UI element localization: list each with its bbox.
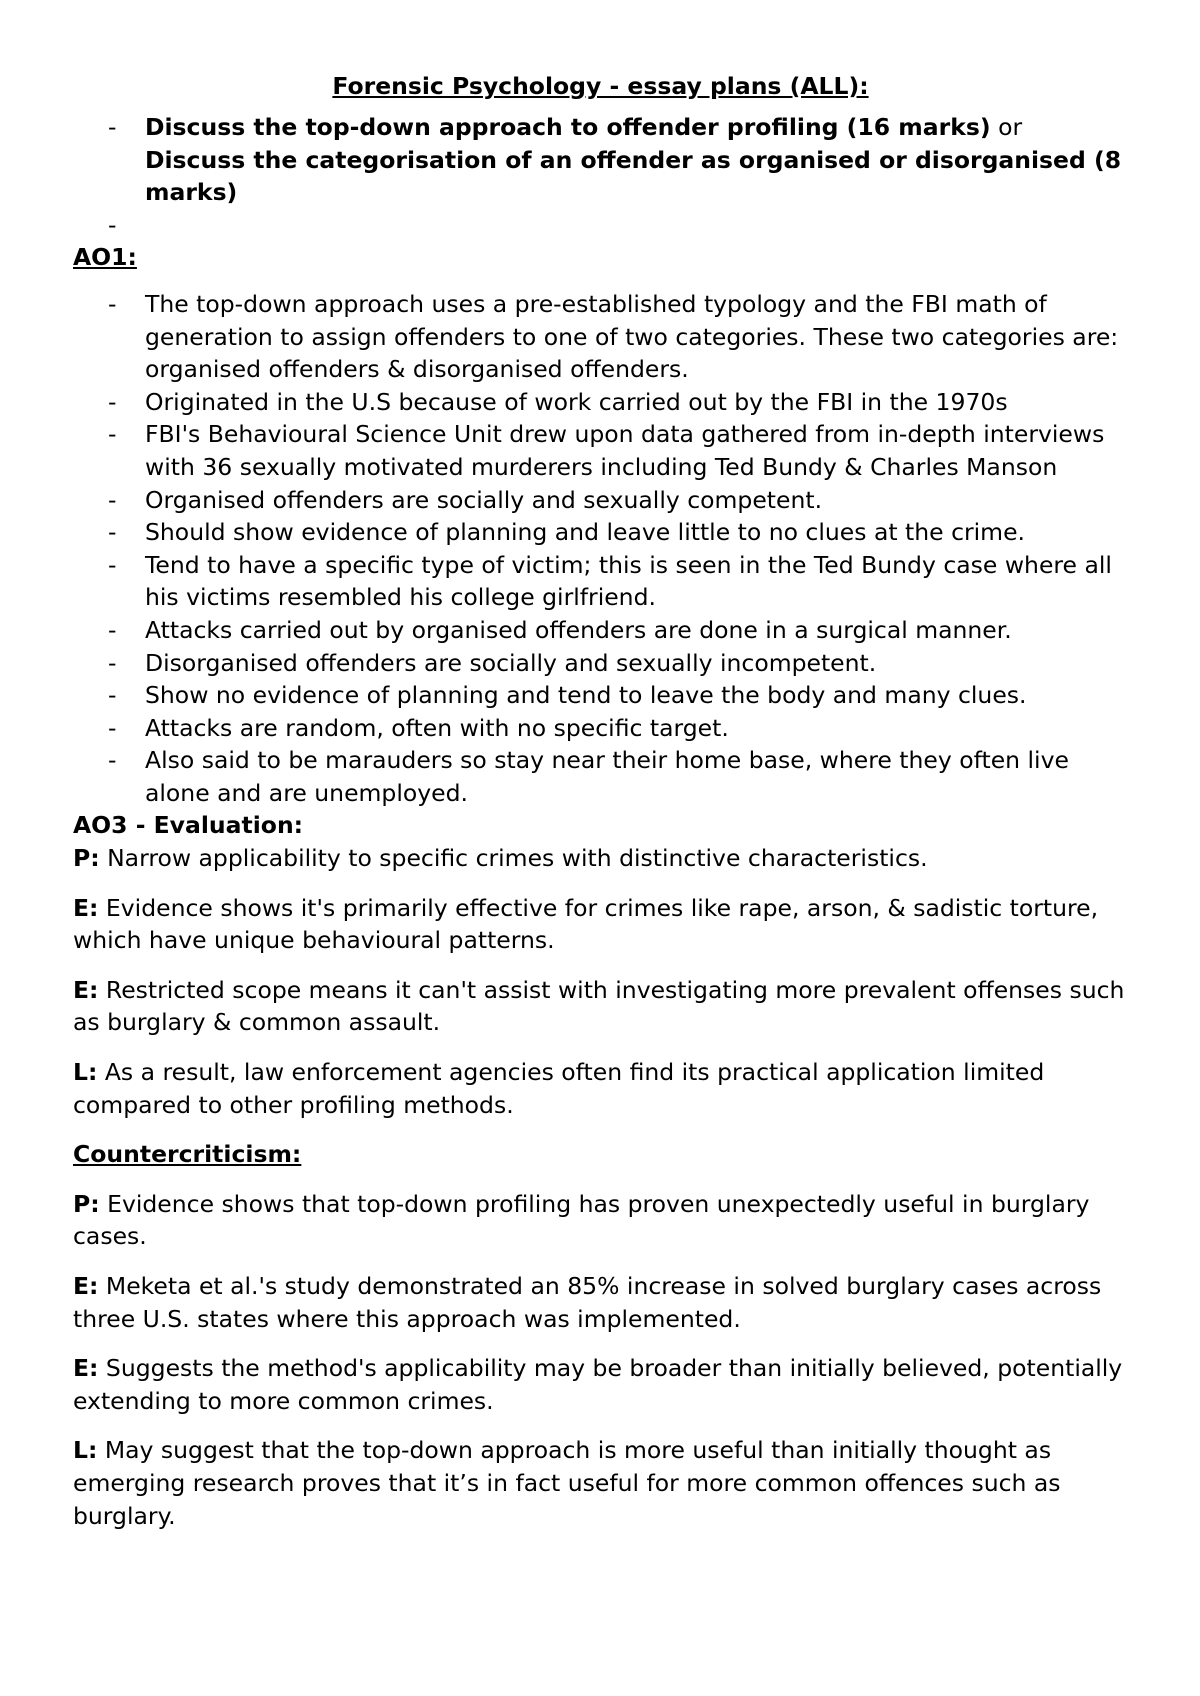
ao1-point: FBI's Behavioural Science Unit drew upon data gathered from in-depth interviews with 36 sexually motivated murderers including Ted Bundy & Charles Manson: [145, 420, 1105, 481]
countercriticism-heading: Countercriticism:: [73, 1140, 302, 1169]
list-item: [108, 386, 1128, 419]
page-title: Forensic Psychology - essay plans (ALL):: [332, 72, 869, 100]
ao1-point: Show no evidence of planning and tend to leave the body and many clues.: [145, 681, 1027, 710]
ao1-point: Attacks carried out by organised offenders are done in a surgical manner.: [145, 615, 1012, 644]
bullet-dash: -: [108, 713, 117, 742]
list-item: [108, 484, 1128, 517]
pel-text: Narrow applicability to specific crimes with distinctive characteristics.: [99, 844, 928, 873]
ao1-point: Organised offenders are socially and sexually competent.: [145, 485, 823, 514]
list-item: [108, 744, 1128, 809]
pel-text: Evidence shows that top-down profiling has proven unexpectedly useful in burglary cases.: [73, 1189, 1090, 1251]
pel-label: P:: [73, 1189, 100, 1218]
bullet-dash: -: [108, 550, 117, 579]
counter-link: [73, 1434, 1128, 1532]
list-item: [108, 549, 1128, 614]
pel-label: E:: [73, 893, 99, 922]
ao3-heading: AO3 - Evaluation:: [73, 811, 304, 840]
counter-evidence-2: [73, 1352, 1128, 1417]
ao1-point: Attacks are random, often with no specific target.: [145, 713, 729, 742]
pel-text: Restricted scope means it can't assist with investigating more prevalent offenses such as burglary & common assault.: [73, 975, 1125, 1037]
ao1-points-list: [73, 288, 1128, 810]
pel-text: As a result, law enforcement agencies often find its practical application limited compared to other profiling methods.: [73, 1058, 1045, 1119]
ao3-evidence-1: [73, 892, 1128, 957]
ao1-heading: AO1:: [73, 243, 137, 272]
pel-label: E:: [73, 1354, 99, 1383]
bullet-dash: -: [108, 113, 117, 141]
ao1-point: Should show evidence of planning and leave little to no clues at the crime.: [145, 518, 1025, 547]
bullet-dash: -: [108, 518, 117, 547]
bullet-dash: -: [108, 681, 117, 710]
pel-label: E:: [73, 975, 99, 1004]
bullet-dash: -: [108, 615, 117, 644]
list-item: [108, 614, 1128, 647]
pel-label: P:: [73, 844, 100, 873]
bullet-dash: -: [108, 210, 117, 239]
list-item: [108, 418, 1128, 483]
pel-text: Meketa et al.'s study demonstrated an 85% increase in solved burglary cases across three U.S. states where this approach was implemented.: [73, 1272, 1102, 1333]
list-item: [108, 209, 1128, 242]
bullet-dash: -: [108, 485, 117, 514]
pel-text: May suggest that the top-down approach is more useful than initially thought as emerging research proves that it’s in fact useful for more common offences such as burglary.: [73, 1436, 1061, 1530]
pel-label: L:: [73, 1058, 98, 1087]
list-item: [108, 679, 1128, 712]
bullet-dash: -: [108, 387, 117, 416]
bullet-dash: -: [108, 420, 117, 449]
question-1: Discuss the top-down approach to offender profiling (16 marks): [145, 113, 991, 141]
ao1-point: The top-down approach uses a pre-established typology and the FBI math of generation to assign offenders to one of two categories. These two categories are: organised offenders & disorganised offenders.: [145, 289, 1119, 384]
bullet-dash: -: [108, 746, 117, 775]
list-item: [108, 516, 1128, 549]
question-connector: or: [990, 113, 1023, 141]
list-item: [108, 288, 1128, 386]
list-item: [108, 111, 1128, 209]
essay-questions-list: [73, 111, 1128, 241]
counter-point-p: [73, 1188, 1128, 1253]
list-item: [108, 647, 1128, 680]
bullet-dash: -: [108, 648, 117, 677]
ao1-point: Tend to have a specific type of victim; this is seen in the Ted Bundy case where all his victims resembled his college girlfriend.: [145, 550, 1112, 612]
ao1-point: Disorganised offenders are socially and sexually incompetent.: [145, 648, 877, 677]
empty-item: [145, 211, 152, 239]
list-item: [108, 712, 1128, 745]
pel-text: Suggests the method's applicability may be broader than initially believed, potentially extending to more common crimes.: [73, 1354, 1123, 1415]
counter-evidence-1: [73, 1270, 1128, 1335]
ao1-point: Originated in the U.S because of work carried out by the FBI in the 1970s: [145, 387, 1008, 416]
question-2: Discuss the categorisation of an offender as organised or disorganised (8 marks): [145, 145, 1122, 207]
bullet-dash: -: [108, 289, 117, 318]
pel-label: L:: [73, 1436, 98, 1465]
ao3-point-p: [73, 842, 1128, 875]
pel-text: Evidence shows it's primarily effective for crimes like rape, arson, & sadistic torture, which have unique behavioural patterns.: [73, 893, 1099, 955]
pel-label: E:: [73, 1272, 99, 1300]
ao3-link: [73, 1056, 1128, 1121]
ao3-evidence-2: [73, 974, 1128, 1039]
ao1-point: Also said to be marauders so stay near their home base, where they often live alone and are unemployed.: [145, 746, 1069, 807]
